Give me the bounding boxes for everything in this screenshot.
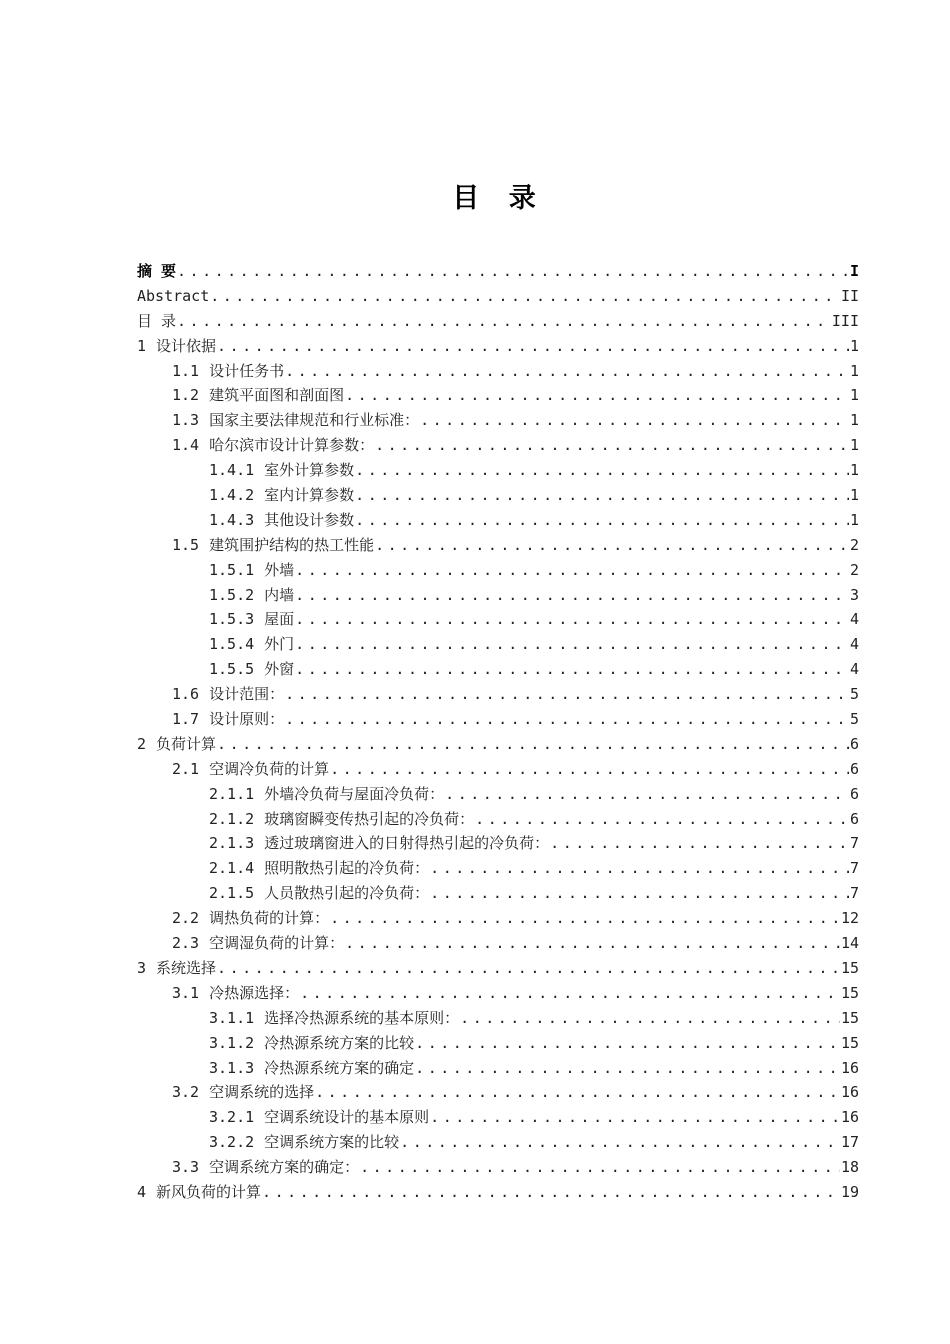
toc-entry-title: 其他设计参数 [264, 510, 355, 529]
toc-entry-number: 1.5.5 [209, 660, 255, 679]
toc-entry-page: 3 [849, 585, 859, 604]
toc-entry[interactable] [137, 782, 859, 807]
toc-entry-title: 冷热源系统方案的确定 [264, 1058, 415, 1077]
toc-entry-number: 1.6 [172, 685, 200, 704]
toc-dot-leader [375, 533, 849, 558]
toc-entry-title: 外墙 [264, 560, 295, 579]
toc-entry-title: 建筑围护结构的热工性能 [209, 535, 375, 554]
toc-dot-leader [300, 981, 840, 1006]
toc-dot-leader [375, 433, 849, 458]
toc-entry-number: 1.5.2 [209, 585, 255, 604]
toc-entry[interactable] [137, 707, 859, 732]
toc-entry-title: 冷热源系统方案的比较 [264, 1033, 415, 1052]
toc-entry-number: 2.1.3 [209, 834, 255, 853]
toc-entry-number: 3.1.2 [209, 1033, 255, 1052]
toc-dot-leader [330, 757, 849, 782]
toc-entry-page: 14 [840, 934, 859, 953]
toc-entry-title: 设计任务书 [209, 361, 285, 380]
toc-entry-page: 1 [849, 336, 859, 355]
toc-entry-title: 选择冷热源系统的基本原则： [264, 1008, 460, 1027]
toc-entry-title: 外门 [264, 635, 295, 654]
toc-entry[interactable] [137, 657, 859, 682]
toc-entry[interactable] [137, 682, 859, 707]
toc-entry-number: 2.1.5 [209, 884, 255, 903]
toc-entry-number: 2.2 [172, 909, 200, 928]
toc-entry[interactable] [137, 931, 859, 956]
page-title: 目 录 [452, 183, 546, 214]
toc-entry-page: 16 [840, 1058, 859, 1077]
toc-entry-title: 屋面 [264, 610, 295, 629]
toc-entry[interactable] [137, 508, 859, 533]
toc-dot-leader [360, 1155, 840, 1180]
toc-entry-title: 空调系统方案的比较 [264, 1133, 400, 1152]
toc-entry-title: 摘 要 [137, 262, 177, 280]
toc-entry-number: 1.5.3 [209, 610, 255, 629]
toc-entry-number: 1.4 [172, 436, 200, 455]
toc-entry-title: 国家主要法律规范和行业标准： [209, 411, 420, 430]
toc-entry-page: 16 [840, 1083, 859, 1102]
toc-entry-title: 目 录 [137, 311, 177, 330]
toc-entry-number: 4 [137, 1182, 147, 1201]
toc-entry[interactable] [137, 1031, 859, 1056]
toc-entry-title: 调热负荷的计算： [209, 909, 330, 928]
toc-dot-leader [285, 682, 849, 707]
toc-dot-leader [295, 583, 849, 608]
toc-entry-title: 透过玻璃窗进入的日射得热引起的冷负荷： [264, 834, 550, 853]
toc-entry[interactable] [137, 309, 859, 334]
toc-entry-number: 3.3 [172, 1158, 200, 1177]
toc-entry[interactable] [137, 831, 859, 856]
toc-entry-page: 1 [849, 386, 859, 405]
toc-entry[interactable] [137, 757, 859, 782]
toc-entry-page: 1 [849, 411, 859, 430]
toc-entry-number: 1.4.2 [209, 486, 255, 505]
toc-entry-page: 1 [849, 436, 859, 455]
toc-entry[interactable] [137, 433, 859, 458]
toc-entry-page: 6 [849, 784, 859, 803]
toc-entry[interactable] [137, 956, 859, 981]
toc-entry-page: 5 [849, 710, 859, 729]
toc-entry-page: 2 [849, 560, 859, 579]
toc-entry-title: 哈尔滨市设计计算参数： [209, 436, 375, 455]
toc-entry-number: 1.3 [172, 411, 200, 430]
toc-entry[interactable] [137, 1080, 859, 1105]
toc-entry-page: 17 [840, 1133, 859, 1152]
toc-entry-number: 1.2 [172, 386, 200, 405]
toc-entry-number: 1.7 [172, 710, 200, 729]
toc-entry-number: 2 [137, 734, 147, 753]
toc-entry-title: 建筑平面图和剖面图 [209, 386, 345, 405]
toc-entry-page: 12 [840, 909, 859, 928]
table-of-contents [137, 259, 859, 1205]
toc-dot-leader [295, 607, 849, 632]
toc-entry-title: 室内计算参数 [264, 486, 355, 505]
toc-entry-title: 玻璃窗瞬变传热引起的冷负荷： [264, 809, 475, 828]
toc-entry-page: 7 [849, 884, 859, 903]
toc-dot-leader [430, 881, 849, 906]
toc-entry[interactable] [137, 359, 859, 384]
toc-entry-title: 系统选择 [156, 958, 217, 977]
toc-entry-page: 2 [849, 535, 859, 554]
toc-entry-number: 1.5 [172, 535, 200, 554]
toc-entry[interactable] [137, 807, 859, 832]
toc-entry-page: 5 [849, 685, 859, 704]
toc-entry-number: 1.4.1 [209, 461, 255, 480]
toc-entry-number: 2.1.4 [209, 859, 255, 878]
toc-dot-leader [285, 359, 849, 384]
toc-entry[interactable] [137, 259, 859, 284]
toc-dot-leader [295, 558, 849, 583]
toc-entry-page: 16 [840, 1108, 859, 1127]
toc-entry-number: 1.5.4 [209, 635, 255, 654]
toc-entry[interactable] [137, 558, 859, 583]
toc-entry-page: 18 [840, 1158, 859, 1177]
toc-dot-leader [262, 1180, 840, 1205]
toc-entry-number: 2.1.1 [209, 784, 255, 803]
toc-entry-page: 7 [849, 834, 859, 853]
toc-dot-leader [315, 1080, 840, 1105]
toc-entry-number: 2.3 [172, 934, 200, 953]
toc-entry[interactable] [137, 981, 859, 1006]
toc-dot-leader [415, 1056, 840, 1081]
toc-entry-page: 7 [849, 859, 859, 878]
toc-dot-leader [475, 807, 849, 832]
toc-entry-number: 2.1 [172, 759, 200, 778]
toc-entry-title: 冷热源选择： [209, 983, 300, 1002]
toc-dot-leader [217, 956, 840, 981]
toc-entry[interactable] [137, 483, 859, 508]
toc-entry-title: 外墙冷负荷与屋面冷负荷： [264, 784, 445, 803]
toc-entry[interactable] [137, 583, 859, 608]
toc-entry-page: 6 [849, 809, 859, 828]
toc-dot-leader [355, 483, 849, 508]
toc-entry[interactable] [137, 607, 859, 632]
toc-dot-leader [177, 309, 831, 334]
toc-entry-title: 照明散热引起的冷负荷： [264, 859, 430, 878]
toc-dot-leader [550, 831, 849, 856]
toc-entry-title: 负荷计算 [156, 734, 217, 753]
toc-entry-number: 1 [137, 336, 147, 355]
toc-entry-title: 空调系统设计的基本原则 [264, 1108, 430, 1127]
toc-entry-page: 1 [849, 461, 859, 480]
toc-entry[interactable] [137, 1180, 859, 1205]
toc-entry[interactable] [137, 881, 859, 906]
toc-dot-leader [217, 732, 849, 757]
toc-entry-title: 空调系统方案的确定： [209, 1158, 360, 1177]
toc-entry-page: 1 [849, 510, 859, 529]
toc-dot-leader [210, 284, 840, 309]
toc-entry-title: 设计范围： [209, 685, 285, 704]
toc-entry[interactable] [137, 458, 859, 483]
toc-dot-leader [400, 1130, 840, 1155]
toc-entry-page: 15 [840, 1033, 859, 1052]
toc-entry-number: 3 [137, 958, 147, 977]
toc-entry[interactable] [137, 533, 859, 558]
toc-dot-leader [355, 508, 849, 533]
toc-entry-title: 设计依据 [156, 336, 217, 355]
toc-entry-title: 人员散热引起的冷负荷： [264, 884, 430, 903]
toc-dot-leader [420, 408, 849, 433]
toc-entry-title: 空调湿负荷的计算： [209, 934, 345, 953]
toc-entry-page: 6 [849, 759, 859, 778]
toc-entry-title: 空调冷负荷的计算 [209, 759, 330, 778]
toc-entry[interactable] [137, 732, 859, 757]
toc-entry-number: 1.1 [172, 361, 200, 380]
toc-dot-leader [430, 1105, 840, 1130]
toc-entry-page: 19 [840, 1182, 859, 1201]
toc-entry-page: 4 [849, 610, 859, 629]
toc-entry-title: 外窗 [264, 660, 295, 679]
toc-entry-number: 3.1.1 [209, 1008, 255, 1027]
toc-entry-number: 1.4.3 [209, 510, 255, 529]
toc-dot-leader [217, 334, 849, 359]
toc-dot-leader [460, 1006, 840, 1031]
toc-dot-leader [285, 707, 849, 732]
toc-entry-title: 内墙 [264, 585, 295, 604]
toc-entry[interactable] [137, 284, 859, 309]
toc-entry[interactable] [137, 856, 859, 881]
toc-entry[interactable] [137, 906, 859, 931]
toc-entry-title: Abstract [137, 286, 210, 305]
toc-entry-page: 15 [840, 983, 859, 1002]
toc-entry-title: 设计原则： [209, 710, 285, 729]
toc-dot-leader [445, 782, 849, 807]
toc-entry-page: 1 [849, 361, 859, 380]
toc-entry[interactable] [137, 1130, 859, 1155]
toc-entry-page: 4 [849, 635, 859, 654]
toc-entry-number: 1.5.1 [209, 560, 255, 579]
toc-dot-leader [345, 931, 840, 956]
toc-entry[interactable] [137, 632, 859, 657]
toc-entry-number: 3.2.1 [209, 1108, 255, 1127]
toc-dot-leader [415, 1031, 840, 1056]
toc-dot-leader [330, 906, 840, 931]
toc-entry-page: III [831, 311, 859, 330]
toc-entry[interactable] [137, 1155, 859, 1180]
toc-dot-leader [295, 632, 849, 657]
toc-entry-title: 室外计算参数 [264, 461, 355, 480]
toc-entry-number: 3.2 [172, 1083, 200, 1102]
toc-dot-leader [295, 657, 849, 682]
toc-entry-title: 新风负荷的计算 [156, 1182, 262, 1201]
toc-entry-page: 6 [849, 734, 859, 753]
toc-entry-page: 15 [840, 958, 859, 977]
toc-entry[interactable] [137, 1006, 859, 1031]
toc-entry-number: 3.1 [172, 983, 200, 1002]
toc-dot-leader [345, 383, 849, 408]
toc-entry-page: II [840, 286, 859, 305]
toc-entry-number: 3.1.3 [209, 1058, 255, 1077]
toc-dot-leader [177, 259, 849, 284]
toc-dot-leader [355, 458, 849, 483]
toc-dot-leader [430, 856, 849, 881]
toc-entry[interactable] [137, 334, 859, 359]
toc-entry-number: 3.2.2 [209, 1133, 255, 1152]
toc-entry-page: I [849, 262, 859, 280]
toc-entry-page: 4 [849, 660, 859, 679]
toc-entry[interactable] [137, 1105, 859, 1130]
toc-entry[interactable] [137, 408, 859, 433]
toc-entry[interactable] [137, 1056, 859, 1081]
toc-entry-page: 1 [849, 486, 859, 505]
toc-entry[interactable] [137, 383, 859, 408]
toc-entry-page: 15 [840, 1008, 859, 1027]
toc-entry-number: 2.1.2 [209, 809, 255, 828]
toc-entry-title: 空调系统的选择 [209, 1083, 315, 1102]
